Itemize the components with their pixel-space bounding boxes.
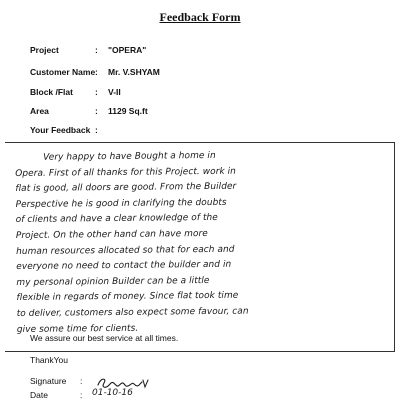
feedback-box bbox=[5, 142, 395, 352]
form-title: Feedback Form bbox=[159, 10, 241, 24]
field-label: Customer Name bbox=[30, 67, 96, 77]
field-value: V-II bbox=[108, 87, 121, 97]
feedback-line: human resources allocated so that for each and bbox=[16, 244, 235, 257]
assurance-text: We assure our best service at all times. bbox=[30, 333, 179, 343]
feedback-line: Opera. First of all thanks for this Project. work in bbox=[15, 166, 236, 179]
field-colon: : bbox=[95, 87, 98, 97]
field-value: 1129 Sq.ft bbox=[108, 106, 148, 116]
date-value: 01-10-16 bbox=[92, 388, 133, 398]
field-label: Project bbox=[30, 45, 59, 55]
field-colon: : bbox=[95, 125, 98, 135]
feedback-line: of clients and have a clear knowledge of the bbox=[15, 213, 218, 226]
feedback-line: flexible in regards of money. Since flat took time bbox=[16, 291, 239, 304]
field-colon: : bbox=[95, 67, 98, 77]
feedback-line: flat is good, all doors are good. From the Builder bbox=[15, 181, 237, 195]
field-value: "OPERA" bbox=[108, 45, 147, 55]
field-value: Mr. V.SHYAM bbox=[108, 67, 160, 77]
field-label: Your Feedback bbox=[30, 125, 91, 135]
field-label: Block /Flat bbox=[30, 87, 73, 97]
feedback-line: everyone no need to contact the builder and in bbox=[16, 259, 232, 273]
feedback-line: Perspective he is good in clarifying the doubts bbox=[15, 197, 227, 210]
thank-you-text: ThankYou bbox=[30, 355, 68, 365]
date-colon: : bbox=[80, 390, 83, 400]
feedback-line: to deliver, customers also expect some favour, can bbox=[16, 306, 249, 319]
feedback-line: Very happy to have Bought a home in bbox=[43, 150, 216, 163]
feedback-line: Project. On the other hand can have more bbox=[15, 228, 208, 241]
signature-colon: : bbox=[80, 376, 83, 386]
field-colon: : bbox=[95, 45, 98, 55]
feedback-line: give some time for clients. bbox=[16, 323, 139, 335]
field-colon: : bbox=[95, 106, 98, 116]
signature-label: Signature bbox=[30, 376, 67, 386]
field-label: Area bbox=[30, 106, 49, 116]
feedback-line: my personal opinion Builder can be a little bbox=[16, 275, 210, 288]
feedback-handwritten-text bbox=[15, 147, 397, 338]
date-label: Date bbox=[30, 390, 48, 400]
